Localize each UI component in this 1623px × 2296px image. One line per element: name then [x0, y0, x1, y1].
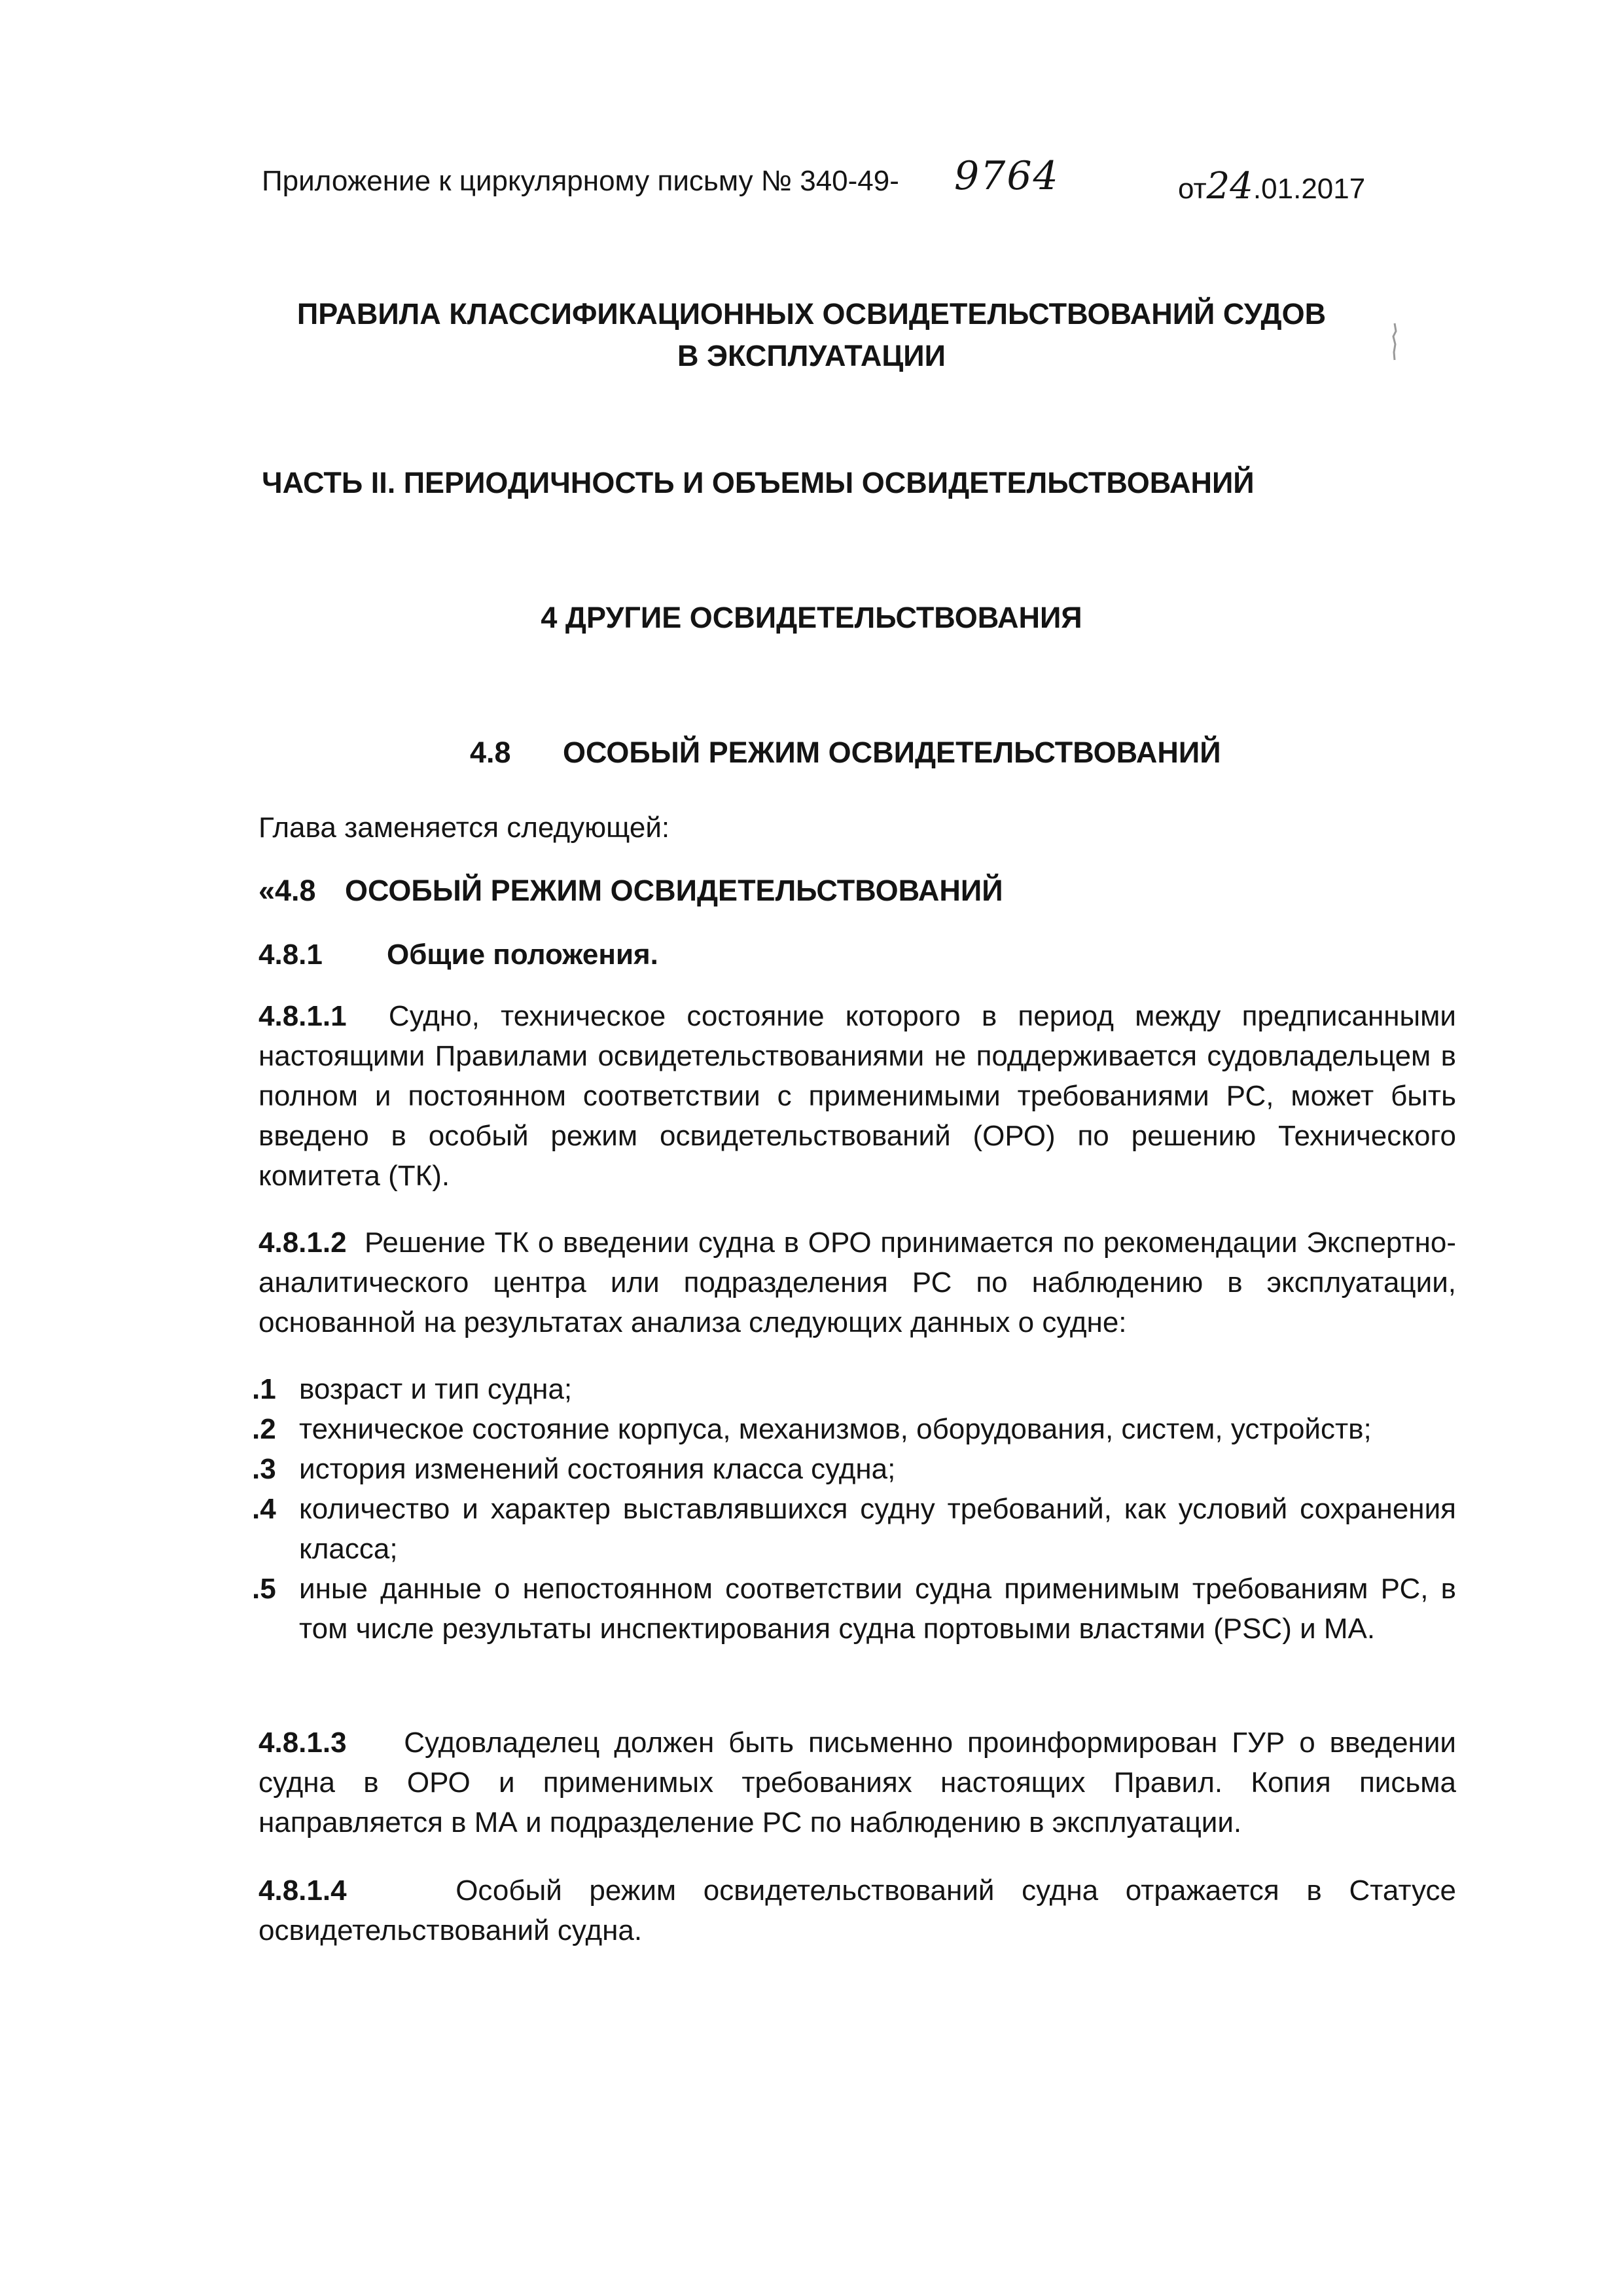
title-line-2: В ЭКСПЛУАТАЦИИ — [677, 339, 946, 372]
title-line-1: ПРАВИЛА КЛАССИФИКАЦИОННЫХ ОСВИДЕТЕЛЬСТВОВАНИЙ СУДОВ — [296, 297, 1327, 331]
paragraph-text: Судовладелец должен быть письменно проинформирован ГУР о введении судна в ОРО и применимых требованиях настоящих Правил. Копия письма направляется в МА и подразделение РС по наблюдению в эксплуатации. — [259, 1727, 1456, 1839]
paragraph-4-8-1-4 — [259, 1871, 1456, 1950]
list-item-text: возраст и тип судна; — [299, 1373, 573, 1405]
chapter-title: 4 ДРУГИЕ ОСВИДЕТЕЛЬСТВОВАНИЯ — [541, 601, 1082, 634]
date-prefix: от — [1178, 173, 1207, 205]
date-suffix: .01.2017 — [1253, 173, 1366, 205]
part-title: ЧАСТЬ II. ПЕРИОДИЧНОСТЬ И ОБЪЕМЫ ОСВИДЕТЕЛЬСТВОВАНИЙ — [262, 466, 1255, 499]
list-item-number: .5 — [252, 1573, 276, 1605]
list-item-number: .1 — [252, 1373, 276, 1405]
section-title — [470, 736, 1221, 770]
letter-header — [262, 153, 1387, 211]
paragraph-4-8-1-3 — [259, 1723, 1456, 1842]
document-title — [0, 293, 1623, 377]
list-item-text: техническое состояние корпуса, механизмов, оборудования, систем, устройств; — [299, 1413, 1372, 1445]
subsection-heading — [259, 935, 1456, 975]
paragraph-text: Судно, техническое состояние которого в период между предписанными настоящими Правилами освидетельствованиями не поддерживается судовладельцем в полном и постоянном соответствии с применимыми требованиями РС, может быть введено в особый режим освидетельствований (ОРО) по решению Технического комитета (ТК). — [259, 1000, 1457, 1192]
subsection-title: Общие положения. — [387, 939, 658, 971]
list-item — [252, 1409, 1456, 1449]
section-title-text: ОСОБЫЙ РЕЖИМ ОСВИДЕТЕЛЬСТВОВАНИЙ — [563, 736, 1221, 769]
paragraph-4-8-1-1 — [259, 996, 1456, 1196]
header-prefix: Приложение к циркулярному письму № 340-49- — [262, 165, 899, 197]
header-date — [1178, 165, 1365, 207]
quoted-section-number: «4.8 — [259, 874, 316, 907]
handwritten-letter-number: 9764 — [954, 153, 1060, 199]
paragraph-text: Решение ТК о введении судна в ОРО принимается по рекомендации Экспертно-аналитического центра или подразделения РС по наблюдению в эксплуатации, основанной на результатах анализа следующих данных о судне: — [259, 1227, 1456, 1338]
paragraph-number: 4.8.1.1 — [259, 1000, 347, 1032]
section-number: 4.8 — [470, 736, 511, 769]
ink-mark-icon — [1390, 322, 1399, 361]
paragraph-number: 4.8.1.2 — [259, 1227, 347, 1259]
list-item-number: .4 — [252, 1493, 276, 1525]
data-list — [252, 1369, 1456, 1649]
list-item — [252, 1449, 1456, 1489]
list-item — [252, 1369, 1456, 1409]
list-item-text: иные данные о непостоянном соответствии судна применимым требованиям РС, в том числе результаты инспектирования судна портовыми властями (PSC) и МА. — [299, 1573, 1456, 1645]
list-item-text: количество и характер выставлявшихся судну требований, как условий сохранения класса; — [299, 1493, 1456, 1565]
paragraph-number: 4.8.1.4 — [259, 1874, 347, 1907]
list-item-number: .3 — [252, 1453, 276, 1485]
paragraph-text: Особый режим освидетельствований судна отражается в Статусе освидетельствований судна. — [259, 1874, 1457, 1946]
list-item-number: .2 — [252, 1413, 276, 1445]
intro-text: Глава заменяется следующей: — [259, 812, 670, 844]
handwritten-day: 24 — [1206, 165, 1253, 207]
list-item — [252, 1569, 1456, 1649]
paragraph-number: 4.8.1.3 — [259, 1727, 347, 1759]
subsection-number: 4.8.1 — [259, 939, 323, 971]
list-item-text: история изменений состояния класса судна; — [299, 1453, 896, 1485]
list-item — [252, 1489, 1456, 1569]
paragraph-4-8-1-2 — [259, 1223, 1456, 1342]
quoted-section-heading — [259, 870, 1456, 910]
quoted-section-title: ОСОБЫЙ РЕЖИМ ОСВИДЕТЕЛЬСТВОВАНИЙ — [345, 874, 1003, 907]
